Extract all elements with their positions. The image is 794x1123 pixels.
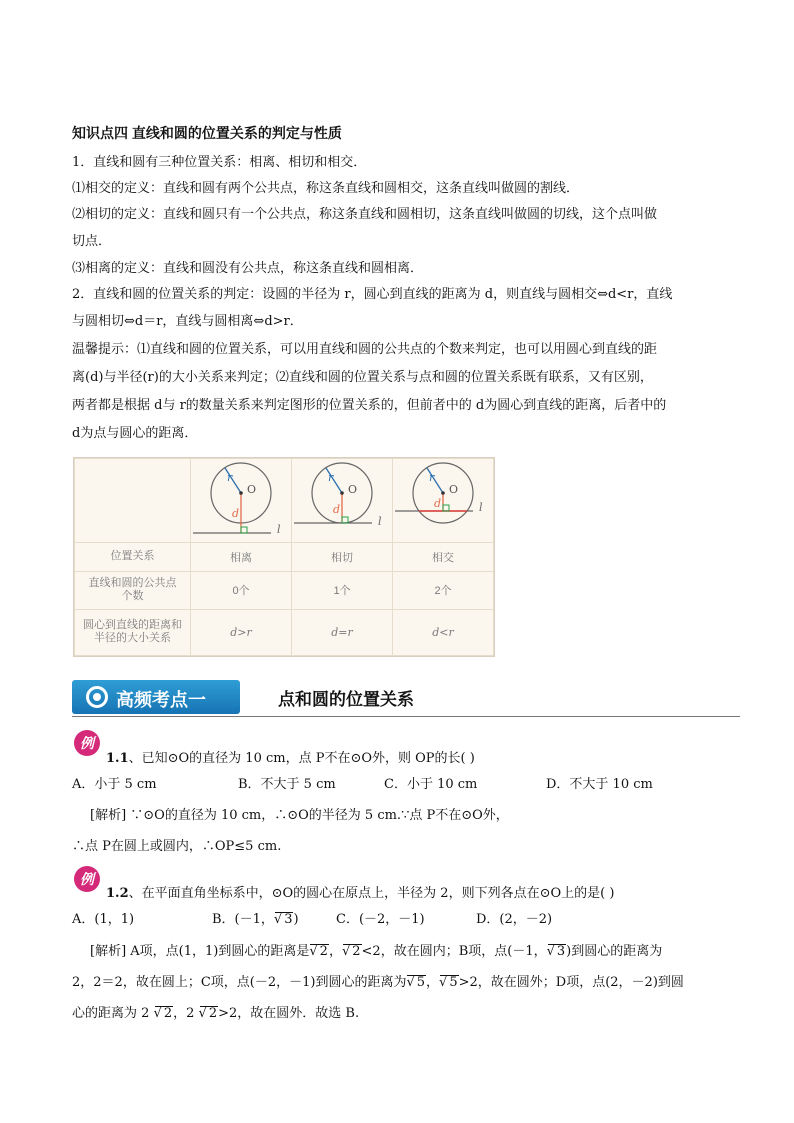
text-line: 切点． bbox=[72, 234, 112, 249]
table-cell: 0个 bbox=[191, 571, 292, 609]
text-line: 1．直线和圆有三种位置关系：相离、相切和相交． bbox=[72, 155, 367, 170]
circle-separate-diagram bbox=[191, 461, 291, 541]
label-l: l bbox=[277, 522, 281, 536]
ex2-analysis: 心的距离为 2 √ 2，2 √ 2>2，故在圆外．故选 B. bbox=[72, 1004, 732, 1024]
ex2-question bbox=[106, 884, 766, 904]
table-cell: d<r bbox=[393, 609, 494, 655]
table-cell: d=r bbox=[292, 609, 393, 655]
ex2-question-text: 、在平面直角坐标系中，⊙O的圆心在原点上，半径为 2，则下列各点在⊙O上的是( ) bbox=[128, 886, 615, 901]
table-cell: 相离 bbox=[191, 543, 292, 571]
ex2-option-d: D．(2，－2) bbox=[476, 912, 553, 927]
position-relation-figure bbox=[73, 457, 495, 657]
divider bbox=[72, 716, 740, 717]
label-r: r bbox=[227, 470, 233, 484]
section-title: 知识点四 直线和圆的位置关系的判定与性质 bbox=[72, 125, 342, 141]
figure-blank-cell bbox=[75, 459, 191, 543]
text-line: ⑶相离的定义：直线和圆没有公共点，称这条直线和圆相离． bbox=[72, 261, 424, 276]
ex2-number: 1.2 bbox=[106, 886, 129, 901]
figure-intersect bbox=[393, 459, 494, 543]
ex1-analysis: [解析] ∵⊙O的直径为 10 cm，∴⊙O的半径为 5 cm.∵点 P不在⊙O外， bbox=[90, 808, 509, 823]
text-line: 离(d)与半径(r)的大小关系来判定；⑵直线和圆的位置关系与点和圆的位置关系既有联系，又有区别， bbox=[72, 370, 653, 385]
ex1-option-a: A．小于 5 cm bbox=[72, 777, 157, 792]
row-label: 圆心到直线的距离和半径的大小关系 bbox=[75, 609, 191, 655]
table-cell: d>r bbox=[191, 609, 292, 655]
label-o: O bbox=[449, 482, 459, 496]
text-line: ⑴相交的定义：直线和圆有两个公共点，称这条直线和圆相交，这条直线叫做圆的割线． bbox=[72, 181, 580, 196]
ex2-analysis: [解析] A项，点(1，1)到圆心的距离是√ 2，√ 2<2，故在圆内；B项，点(－1，√ 3)到圆心的距离为 bbox=[90, 942, 750, 962]
label-o: O bbox=[247, 482, 257, 496]
label-d: d bbox=[232, 506, 240, 520]
table-cell: 相交 bbox=[393, 543, 494, 571]
example-badge: 例 bbox=[74, 730, 100, 756]
ex2-option-c: C．(－2，－1) bbox=[336, 912, 425, 927]
ex1-option-b: B．不大于 5 cm bbox=[238, 777, 336, 792]
ex1-analysis: ∴点 P在圆上或圆内，∴OP≤5 cm. bbox=[72, 839, 282, 854]
text-line: 2．直线和圆的位置关系的判定：设圆的半径为 r，圆心到直线的距离为 d，则直线与圆相交⇔d<r，直线 bbox=[72, 287, 673, 302]
label-r: r bbox=[429, 470, 435, 484]
table-cell: 1个 bbox=[292, 571, 393, 609]
banner-title: 点和圆的位置关系 bbox=[278, 690, 414, 709]
ex1-number: 1.1 bbox=[106, 751, 129, 766]
figure-separate bbox=[191, 459, 292, 543]
ex2-analysis: 2，2＝2，故在圆上；C项，点(－2，－1)到圆心的距离为√ 5，√ 5>2，故在圆外；D项，点(2，－2)到圆 bbox=[72, 973, 732, 993]
text-line: 温馨提示：⑴直线和圆的位置关系，可以用直线和圆的公共点的个数来判定，也可以用圆心到直线的距 bbox=[72, 342, 658, 357]
label-d: d bbox=[333, 502, 341, 516]
circle-intersect-diagram bbox=[393, 461, 493, 541]
text-line: 两者都是根据 d与 r的数量关系来判定图形的位置关系的，但前者中的 d为圆心到直线的距离，后者中的 bbox=[72, 398, 667, 413]
figure-tangent bbox=[292, 459, 393, 543]
table-cell: 相切 bbox=[292, 543, 393, 571]
label-l: l bbox=[378, 514, 382, 528]
label-o: O bbox=[348, 482, 358, 496]
ex1-option-c: C．小于 10 cm bbox=[384, 777, 478, 792]
label-l: l bbox=[479, 500, 483, 514]
text-line: ⑵相切的定义：直线和圆只有一个公共点，称这条直线和圆相切，这条直线叫做圆的切线，这个点叫做 bbox=[72, 207, 658, 222]
label-d: d bbox=[434, 496, 442, 510]
row-label: 位置关系 bbox=[75, 543, 191, 571]
label-r: r bbox=[328, 470, 334, 484]
text-line: 与圆相切⇔d＝r，直线与圆相离⇔d>r． bbox=[72, 314, 303, 329]
example-badge: 例 bbox=[74, 866, 100, 892]
ex1-question-text: 、已知⊙O的直径为 10 cm，点 P不在⊙O外，则 OP的长( ) bbox=[128, 751, 475, 766]
ex2-option-b: B．(－1，√ 3) bbox=[212, 910, 299, 930]
table-cell: 2个 bbox=[393, 571, 494, 609]
ex2-option-a: A．(1，1) bbox=[72, 912, 135, 927]
topic-banner bbox=[72, 680, 240, 714]
text-line: d为点与圆心的距离． bbox=[72, 426, 198, 441]
ex1-option-d: D．不大于 10 cm bbox=[546, 777, 653, 792]
circle-tangent-diagram bbox=[292, 461, 392, 541]
ex1-question bbox=[106, 749, 766, 769]
banner-tag: 高频考点一 bbox=[116, 690, 206, 710]
magnifier-icon bbox=[86, 686, 108, 708]
row-label: 直线和圆的公共点个数 bbox=[75, 571, 191, 609]
relation-table bbox=[74, 458, 494, 656]
